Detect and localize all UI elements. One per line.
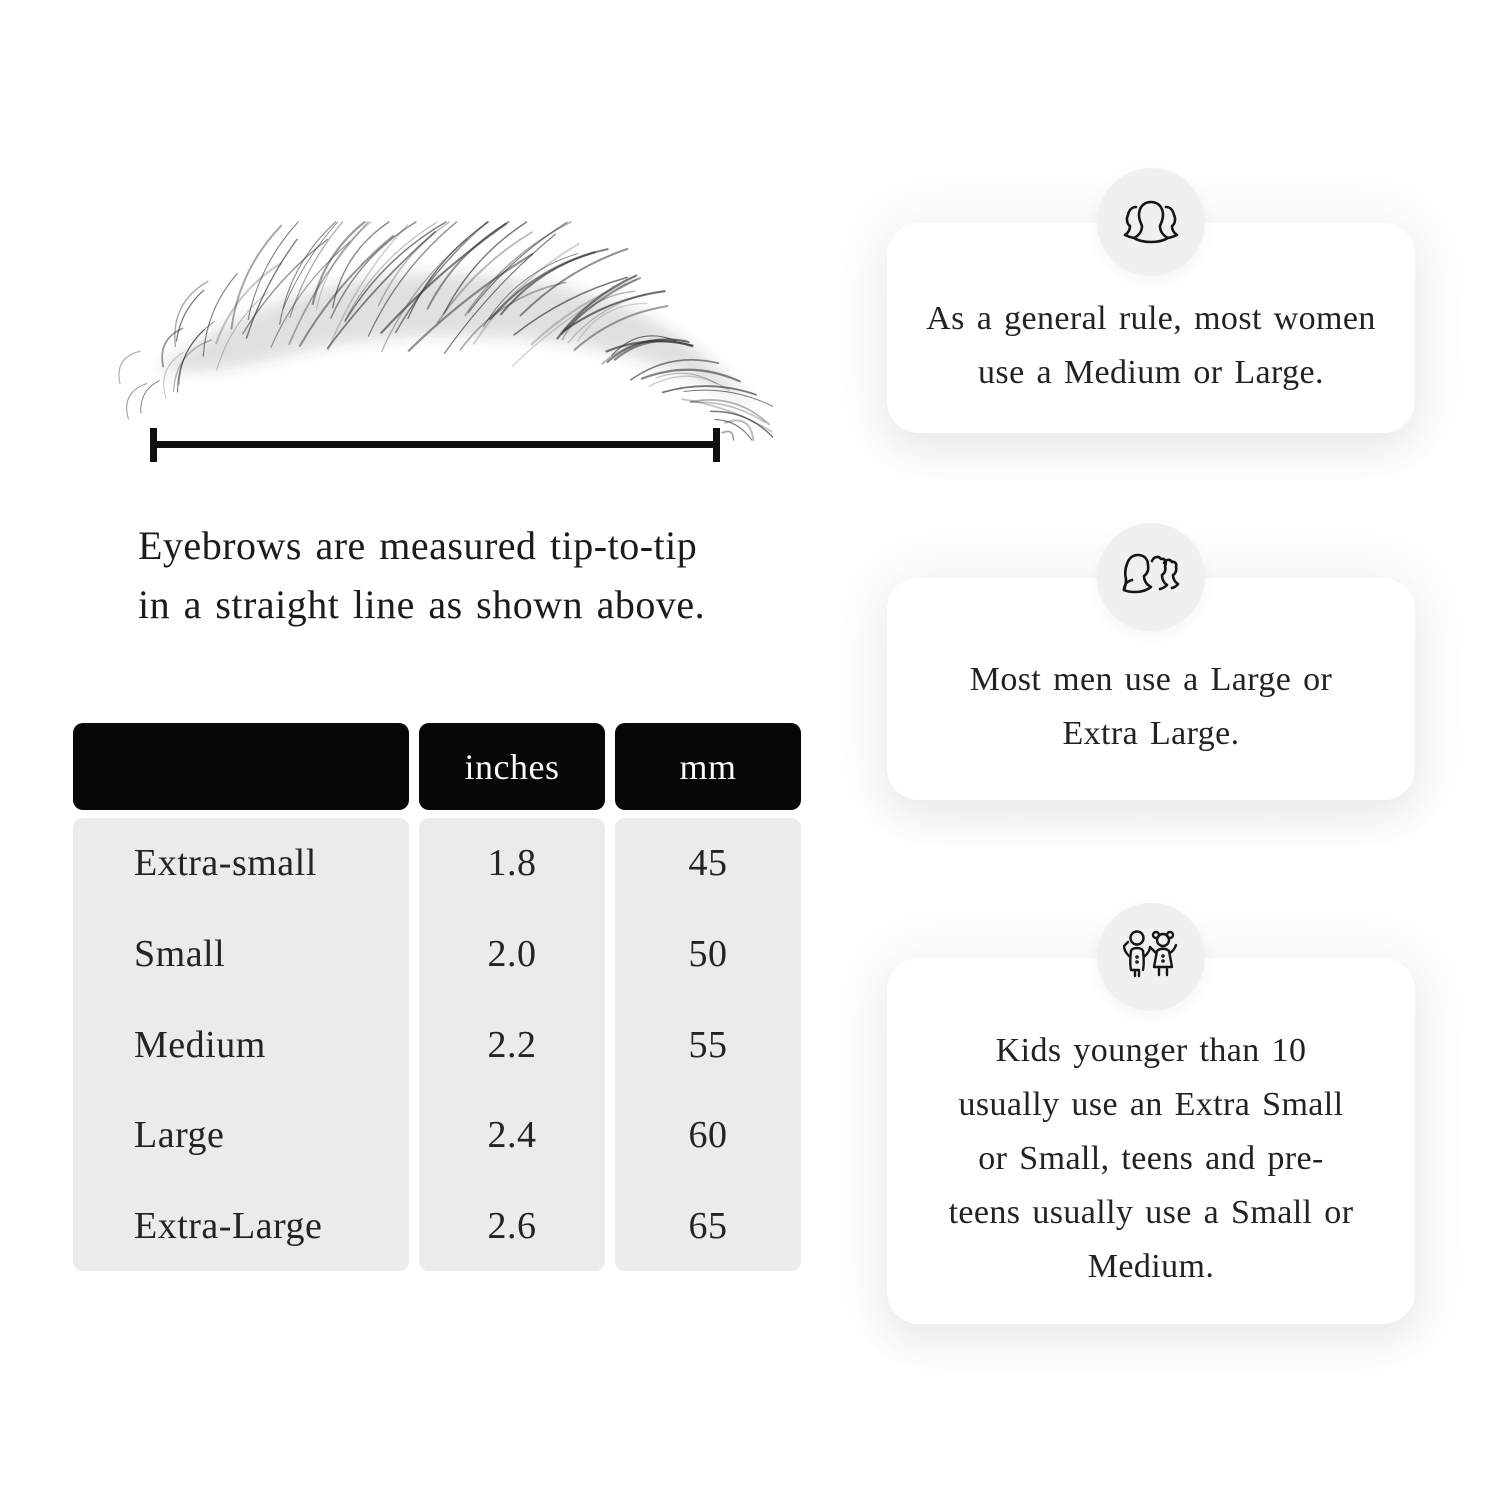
women-icon-badge <box>1097 168 1205 276</box>
size-value: 2.2 <box>487 1023 537 1066</box>
eyebrow-hair <box>176 290 203 341</box>
size-table-header-row <box>73 723 801 810</box>
size-value: 60 <box>688 1114 728 1157</box>
size-table-body <box>73 818 801 1271</box>
women-group-icon <box>1120 194 1182 250</box>
size-label: Extra-small <box>134 842 317 885</box>
size-value: 50 <box>688 932 728 975</box>
mm-column <box>615 818 801 1271</box>
info-card-men <box>887 578 1415 800</box>
size-value: 55 <box>688 1023 728 1066</box>
size-label: Large <box>134 1114 225 1157</box>
size-label: Extra-Large <box>134 1204 323 1247</box>
inches-column <box>419 818 605 1271</box>
caption-line-1: Eyebrows are measured tip-to-tip <box>138 523 698 568</box>
eyebrow-hair <box>722 431 733 440</box>
men-group-icon <box>1120 549 1182 605</box>
size-label-column <box>73 818 409 1271</box>
size-chart-table <box>73 723 801 1271</box>
men-icon-badge <box>1097 523 1205 631</box>
size-value: 2.4 <box>487 1114 537 1157</box>
size-value: 45 <box>688 842 728 885</box>
eyebrow-hair <box>119 351 140 383</box>
header-mm: mm <box>615 723 801 810</box>
info-card-kids <box>887 958 1415 1324</box>
size-value: 2.0 <box>487 932 537 975</box>
size-value: 2.6 <box>487 1204 537 1247</box>
size-label: Medium <box>134 1023 266 1066</box>
measurement-caption <box>138 516 778 634</box>
ruler-line <box>150 441 720 448</box>
header-inches: inches <box>419 723 605 810</box>
eyebrow-hair <box>141 381 160 413</box>
size-value: 65 <box>688 1204 728 1247</box>
size-value: 1.8 <box>487 842 537 885</box>
header-size-blank <box>73 723 409 810</box>
eyebrow-illustration <box>108 212 773 447</box>
info-card-men-text: Most men use a Large or Extra Large. <box>969 661 1333 752</box>
ruler-right-tick <box>713 428 720 462</box>
measurement-ruler <box>150 428 720 462</box>
kids-icon-badge <box>1097 903 1205 1011</box>
eyebrow-hair <box>127 384 147 420</box>
info-card-women-text: As a general rule, most women use a Medium or Large. <box>926 300 1376 391</box>
size-label: Small <box>134 932 226 975</box>
caption-line-2: in a straight line as shown above. <box>138 582 706 627</box>
info-card-women <box>887 223 1415 433</box>
info-card-kids-text: Kids younger than 10 usually use an Extra Small or Small, teens and pre-teens usually use a Small or Medium. <box>948 1032 1354 1285</box>
kids-icon <box>1120 929 1182 985</box>
